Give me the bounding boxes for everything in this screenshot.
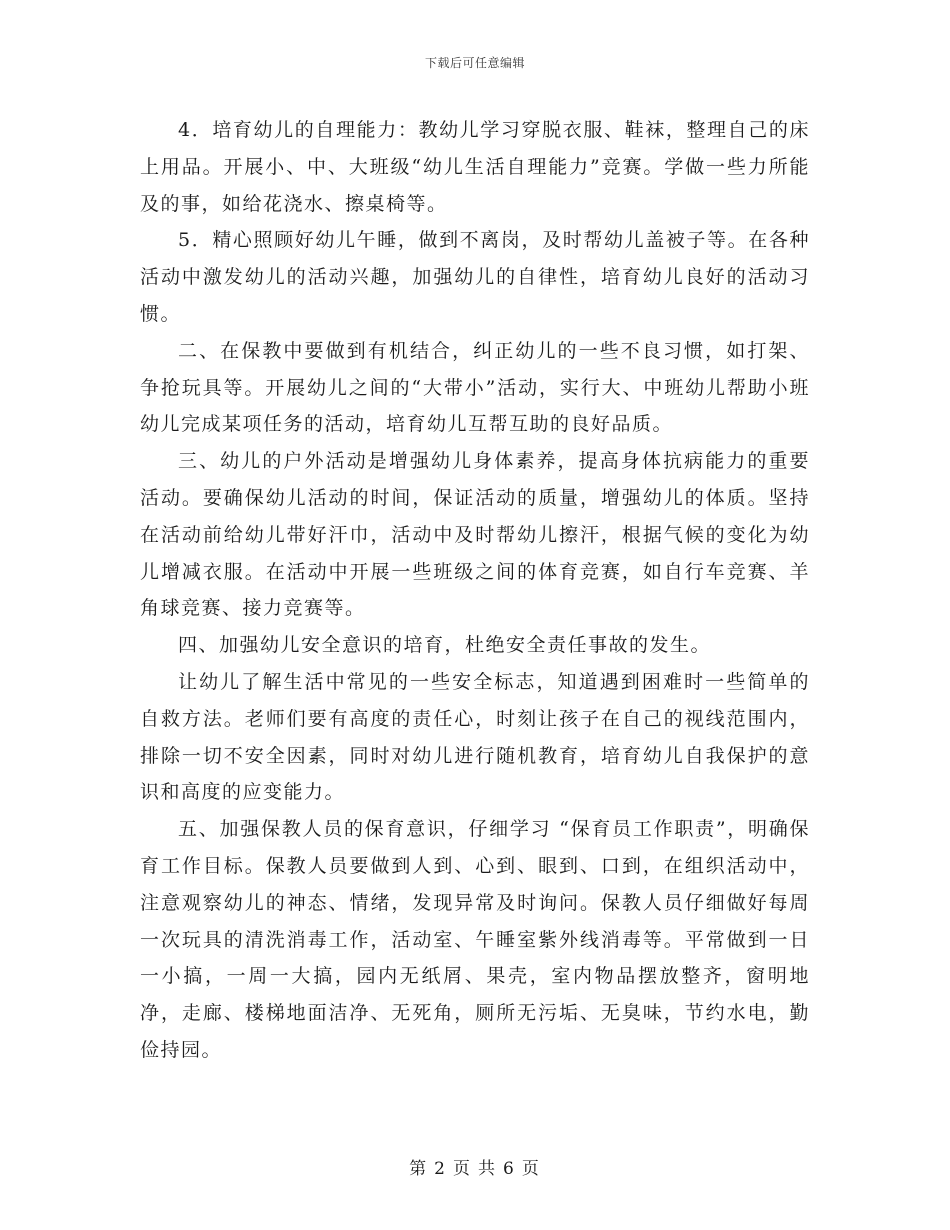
footer-current-page: 2 [434, 1159, 447, 1179]
footer-label-ye2: 页 [521, 1159, 541, 1179]
footer-total-pages: 6 [503, 1159, 516, 1179]
paragraph-section-2: 二、在保教中要做到有机结合，纠正幼儿的一些不良习惯，如打架、争抢玩具等。开展幼儿之间的“大带小”活动，实行大、中班幼儿帮助小班幼儿完成某项任务的活动，培育幼儿互帮互助的良好品质。 [140, 339, 810, 436]
paragraph-safety: 让幼儿了解生活中常见的一些安全标志，知道遇到困难时一些简单的自救方法。老师们要有高度的责任心，时刻让孩子在自己的视线范围内，排除一切不安全因素，同时对幼儿进行随机教育，培育幼儿自我保护的意识和高度的应变能力。 [140, 670, 810, 804]
footer-label-gong: 共 [478, 1159, 497, 1179]
paragraph-section-4: 四、加强幼儿安全意识的培育，杜绝安全责任事故的发生。 [178, 634, 712, 657]
paragraph-item-4: 4．培育幼儿的自理能力：教幼儿学习穿脱衣服、鞋袜，整理自己的床上用品。开展小、中、大班级“幼儿生活自理能力”竞赛。学做一些力所能及的事，如给花浇水、擦桌椅等。 [140, 119, 810, 215]
paragraph-section-3: 三、幼儿的户外活动是增强幼儿身体素养，提高身体抗病能力的重要活动。要确保幼儿活动的时间，保证活动的质量，增强幼儿的体质。坚持在活动前给幼儿带好汗巾，活动中及时帮幼儿擦汗，根据气候的变化为幼儿增减衣服。在活动中开展一些班级之间的体育竞赛，如自行车竞赛、羊角球竞赛、接力竞赛等。 [140, 450, 810, 620]
footer-label-di: 第 [409, 1159, 429, 1179]
paragraph-item-5: 5．精心照顾好幼儿午睡，做到不离岗，及时帮幼儿盖被子等。在各种活动中激发幼儿的活动兴趣，加强幼儿的自律性，培育幼儿良好的活动习惯。 [140, 229, 810, 325]
document-body [140, 112, 810, 1069]
header-note: 下载后可任意编辑 [424, 56, 525, 70]
footer-label-ye: 页 [453, 1159, 472, 1179]
paragraph-section-5: 五、加强保教人员的保育意识，仔细学习 “保育员工作职责”，明确保育工作目标。保教人员要做到人到、心到、眼到、口到，在组织活动中，注意观察幼儿的神态、情绪，发现异常及时询问。保教人员仔细做好每周一次玩具的清洗消毒工作，活动室、午睡室紫外线消毒等。平常做到一日一小搞，一周一大搞，园内无纸屑、果壳，室内物品摆放整齐，窗明地净，走廊、楼梯地面洁净、无死角，厕所无污垢、无臭味，节约水电，勤俭持园。 [140, 818, 810, 1061]
page-footer [0, 1154, 950, 1179]
